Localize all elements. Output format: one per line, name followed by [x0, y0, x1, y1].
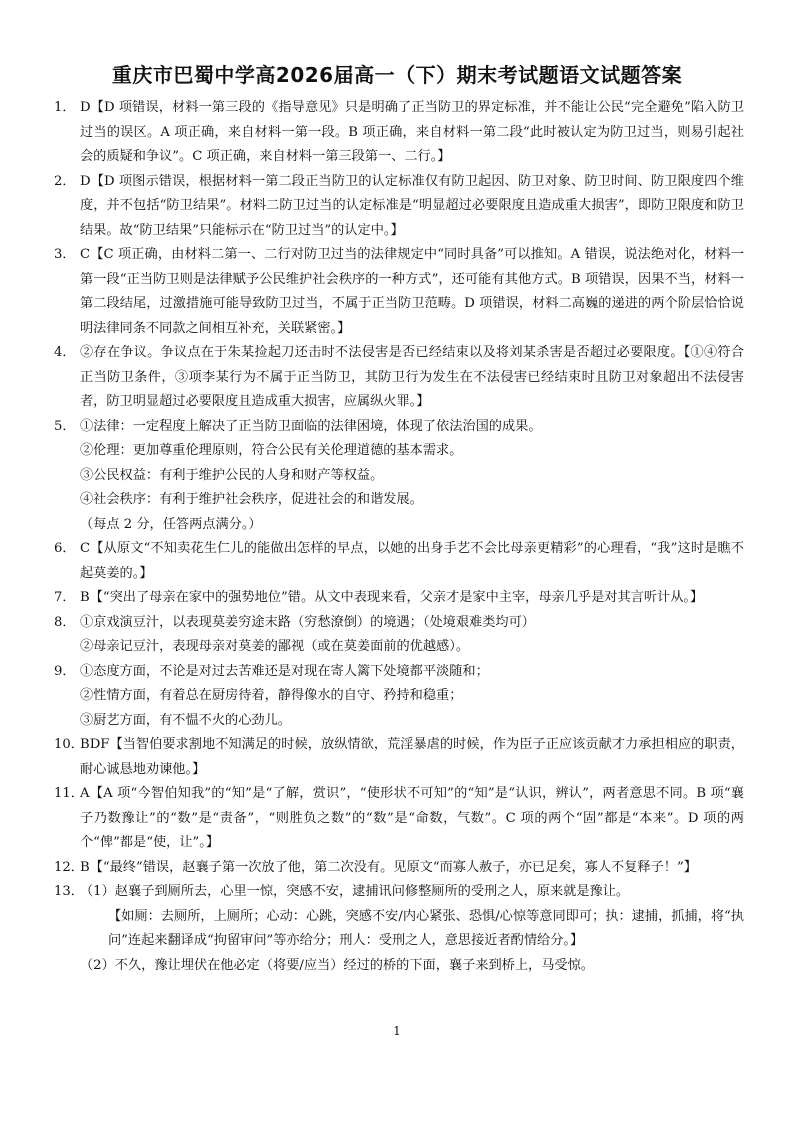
grading-note: 【如厕：去厕所，上厕所；心动：心跳，突感不安/内心紧张、恐惧/心惊等意同即可；执：逮捕，抓捕，将“执问”连起来翻译成“拘留审问”等亦给分；刑人：受刑之人，意思接近者酌情给分。】	[108, 908, 744, 948]
item-number: 6．	[54, 541, 76, 556]
answer-item-4	[54, 341, 744, 415]
item-line: ②伦理：更加尊重伦理原则，符合公民有关伦理道德的基本需求。	[80, 443, 463, 458]
answer-item-11	[54, 782, 744, 856]
item-line: ②母亲记豆汁，表现母亲对莫姜的鄙视（或在莫姜面前的优越感）。	[80, 639, 470, 654]
item-number: 4．	[54, 345, 76, 360]
item-text: C【从原文“不知卖花生仁儿的能做出怎样的早点，以她的出身手艺不会比母亲更精彩”的心理看，“我”这时是瞧不起莫姜的。】	[80, 541, 744, 581]
answer-item-13	[54, 880, 744, 978]
item-line: ①态度方面，不论是对过去苦难还是对现在寄人篱下处境都平淡随和；	[80, 663, 489, 679]
item-line: ③公民权益：有利于维护公民的人身和财产等权益。	[80, 467, 384, 483]
item-number: 5．	[54, 418, 76, 434]
answer-item-3	[54, 243, 744, 341]
item-text: D【D 项图示错误，根据材料一第二段正当防卫的认定标准仅有防卫起因、防卫对象、防卫时间、防卫限度四个维度，并不包括“防卫结果”。材料二防卫过当的认定标准是“明显超过必要限度且造成重大损害”，即防卫限度和防卫结果。故“防卫结果”只能标示在“防卫过当”的认定中。】	[80, 173, 744, 238]
item-number: 3．	[54, 247, 76, 262]
item-text: ②存在争议。争议点在于朱某捡起刀还击时不法侵害是否已经结束以及将刘某杀害是否超过必要限度。【①④符合正当防卫条件，③项李某行为不属于正当防卫，其防卫行为发生在不法侵害已经结束时且防卫对象超出不法侵害者，防卫明显超过必要限度且造成重大损害，应属纵火罪。】	[80, 345, 744, 409]
answer-item-1	[54, 96, 744, 170]
item-number: 9．	[54, 663, 76, 679]
answer-list	[54, 96, 744, 978]
answer-item-5	[54, 415, 744, 538]
item-text: B【“最终”错误，赵襄子第一次放了他，第二次没有。见原文“而寡人赦子，亦已足矣，寡人不复释子！”】	[80, 859, 697, 875]
item-number: 13．	[54, 884, 84, 899]
item-line: ③厨艺方面，有不愠不火的心劲儿。	[80, 712, 291, 728]
answer-item-7	[54, 586, 744, 611]
item-number: 2．	[54, 173, 76, 189]
page-title: 重庆市巴蜀中学高2026届高一（下）期末考试题语文试题答案	[111, 63, 683, 87]
item-line: ④社会秩序：有利于维护社会秩序，促进社会的和谐发展。	[80, 492, 423, 507]
item-text: BDF【当智伯要求割地不知满足的时候，放纵情欲，荒淫暴虐的时候，作为臣子正应该贡献才力承担相应的职责，耐心诚恳地劝谏他。】	[80, 737, 744, 777]
answer-item-6	[54, 537, 744, 586]
sub-text: 赵襄子到厕所去，心里一惊，突感不安，逮捕讯问修整厕所的受刑之人，原来就是豫让。	[114, 884, 630, 899]
item-number: 8．	[54, 614, 76, 630]
answer-item-12	[54, 856, 744, 881]
item-text: B【“突出了母亲在家中的强势地位”错。从文中表现来看，父亲才是家中主宰，母亲几乎是对其言听计从。】	[80, 590, 704, 605]
sub-text: 不久，豫让埋伏在他必定（将要/应当）经过的桥的下面，襄子来到桥上，马受惊。	[114, 957, 594, 973]
item-text: C【C 项正确，由材料二第一、二行对防卫过当的法律规定中“同时具备”可以推知。A 错误，说法绝对化，材料一第一段“正当防卫则是法律赋予公民维护社会秩序的一种方式”，还可能有其他方式。B 项错误，因果不当，材料一第二段结尾，过激措施可能导致防卫过当，不属于正当防卫范畴。D 项错误，材料二高巍的递进的两个阶层恰恰说明法律同条不同款之间相互补充，关联紧密。】	[80, 247, 744, 336]
item-line: ①法律：一定程度上解决了正当防卫面临的法律困境，体现了依法治国的成果。	[80, 418, 542, 434]
item-text: D【D 项错误，材料一第三段的《指导意见》只是明确了正当防卫的界定标准，并不能让公民“完全避免”陷入防卫过当的误区。A 项正确，来自材料一第一段。B 项正确，来自材料一第二段“此时被认定为防卫过当，则易引起社会的质疑和争议”。C 项正确，来自材料一第三段第一、二行。】	[80, 100, 744, 164]
item-number: 10．	[54, 737, 84, 752]
item-line: ②性情方面，有着总在厨房待着，静得像水的自守、矜持和稳重；	[80, 688, 463, 703]
item-line: ①京戏演豆汁，以表现莫姜穷途末路（穷愁潦倒）的境遇；（处境艰难类均可）	[80, 614, 535, 630]
sub-label: （1）	[80, 884, 115, 899]
answer-item-9	[54, 660, 744, 734]
item-number: 11．	[54, 786, 84, 801]
answer-item-10	[54, 733, 744, 782]
item-text: A【A 项“今智伯知我”的“知”是“了解，赏识”，“使形状不可知”的“知”是“认识，辨认”，两者意思不同。B 项“襄子乃数豫让”的“数”是“责备”，“则胜负之数”的“数”是“命数，气数”。C 项的两个“固”都是“本来”。D 项的两个“俾”都是“使，让”。】	[80, 786, 744, 850]
item-number: 7．	[54, 590, 76, 605]
sub-label: （2）	[80, 957, 115, 973]
page-number: 1	[393, 1024, 401, 1038]
item-number: 1．	[54, 100, 76, 115]
answer-item-2	[54, 170, 744, 244]
item-number: 12．	[54, 859, 84, 875]
scoring-note: （每点 2 分，任答两点满分。）	[80, 516, 262, 532]
answer-item-8	[54, 611, 744, 660]
